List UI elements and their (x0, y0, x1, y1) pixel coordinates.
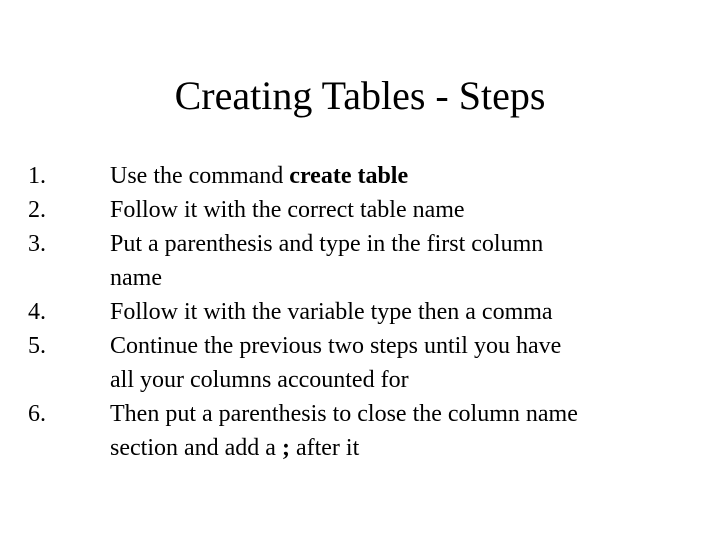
step-number: 6. (28, 401, 46, 427)
step-number: 4. (28, 299, 46, 325)
step-keyword: create table (289, 163, 409, 189)
step-line: all your columns accounted for (110, 367, 409, 393)
step-item (28, 159, 688, 193)
step-item (28, 329, 688, 397)
step-item (28, 397, 688, 465)
step-item (28, 227, 688, 295)
step-line: name (110, 265, 162, 291)
step-item (28, 193, 688, 227)
step-line-text: section and add a (110, 435, 282, 461)
step-line: Follow it with the correct table name (110, 197, 465, 223)
step-number: 2. (28, 197, 46, 223)
step-text (110, 227, 688, 295)
step-item (28, 295, 688, 329)
step-line (110, 159, 688, 193)
step-keyword: ; (281, 435, 290, 461)
step-line-text: Use the command (110, 163, 290, 189)
steps-list (28, 159, 688, 465)
step-number: 3. (28, 231, 46, 257)
step-line (110, 431, 688, 465)
step-text (110, 159, 688, 193)
step-text (110, 193, 688, 227)
step-line-text-after: after it (289, 435, 360, 461)
slide-title: Creating Tables - Steps (174, 73, 546, 118)
step-text (110, 397, 688, 465)
step-number: 1. (28, 163, 46, 189)
step-line: Then put a parenthesis to close the column name (110, 401, 578, 427)
step-line: Follow it with the variable type then a comma (110, 299, 553, 325)
step-line: Put a parenthesis and type in the first column (110, 231, 544, 257)
step-number: 5. (28, 333, 46, 359)
step-text (110, 295, 688, 329)
step-line: Continue the previous two steps until you have (110, 333, 562, 359)
step-text (110, 329, 688, 397)
